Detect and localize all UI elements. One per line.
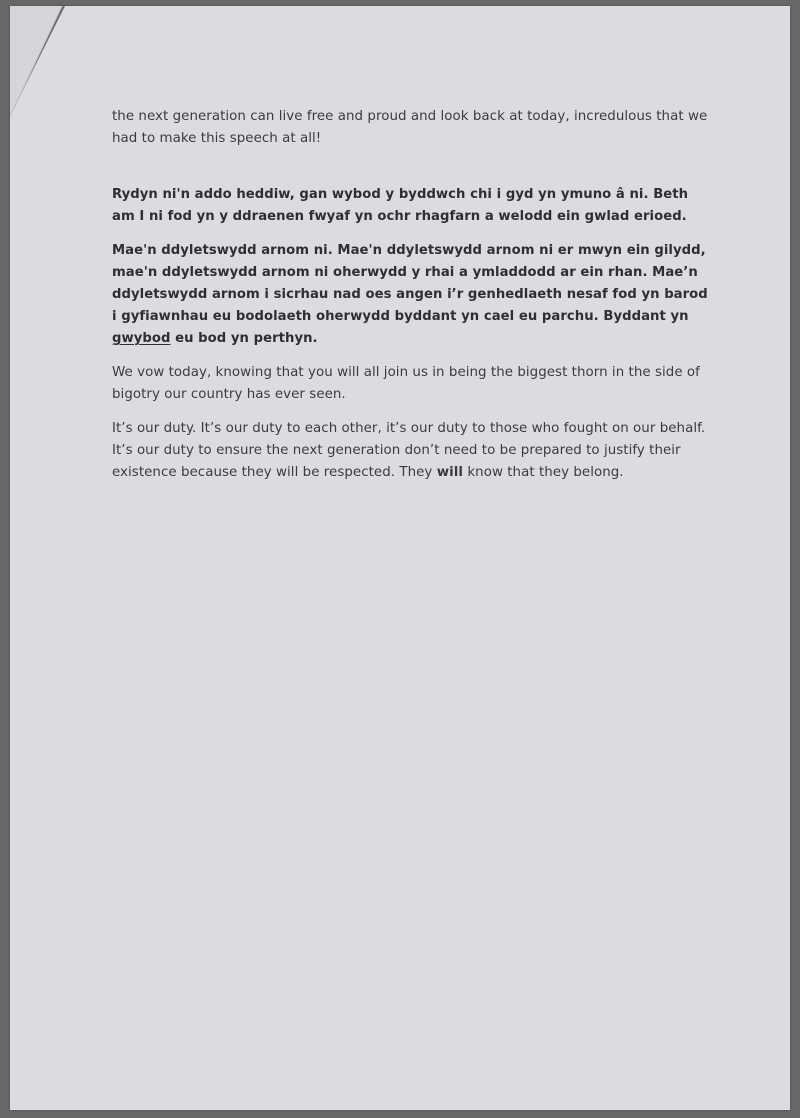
- paragraph-3-welsh: [112, 240, 712, 350]
- paragraph-5-text: It’s our duty. It’s our duty to each other, it’s our duty to those who fought on our behalf. It’s our duty to ensure the next generation don’t need to be prepared to justify their existence because they will be respected. They: [112, 421, 706, 480]
- paragraph-4: We vow today, knowing that you will all join us in being the biggest thorn in the side of bigotry our country has ever seen.: [112, 365, 700, 402]
- paragraph-5: [112, 418, 712, 484]
- paragraph-3-end: eu bod yn perthyn.: [170, 331, 318, 346]
- paragraph-5-end: know that they belong.: [463, 465, 624, 480]
- paragraph-3-text: Mae'n ddyletswydd arnom ni. Mae'n ddyletswydd arnom ni er mwyn ein gilydd, mae'n ddyletswydd arnom ni oherwydd y rhai a ymladdodd ar ein rhan. Mae’n ddyletswydd arnom i sicrhau nad oes angen i’r genhedlaeth nesaf fod yn barod i gyfiawnhau eu bodolaeth oherwydd byddant yn cael eu parchu. Byddant yn: [112, 243, 708, 324]
- folded-corner: [10, 6, 80, 126]
- paragraph-2-welsh: Rydyn ni'n addo heddiw, gan wybod y byddwch chi i gyd yn ymuno â ni. Beth am I ni fod yn y ddraenen fwyaf yn ochr rhagfarn a welodd ein gwlad erioed.: [112, 187, 689, 224]
- underlined-word: gwybod: [112, 331, 171, 346]
- emphasized-word: will: [436, 465, 464, 480]
- document-body: [112, 106, 712, 496]
- paragraph-1: the next generation can live free and proud and look back at today, incredulous that we had to make this speech at all!: [112, 109, 708, 146]
- paper-sheet: [10, 6, 790, 1110]
